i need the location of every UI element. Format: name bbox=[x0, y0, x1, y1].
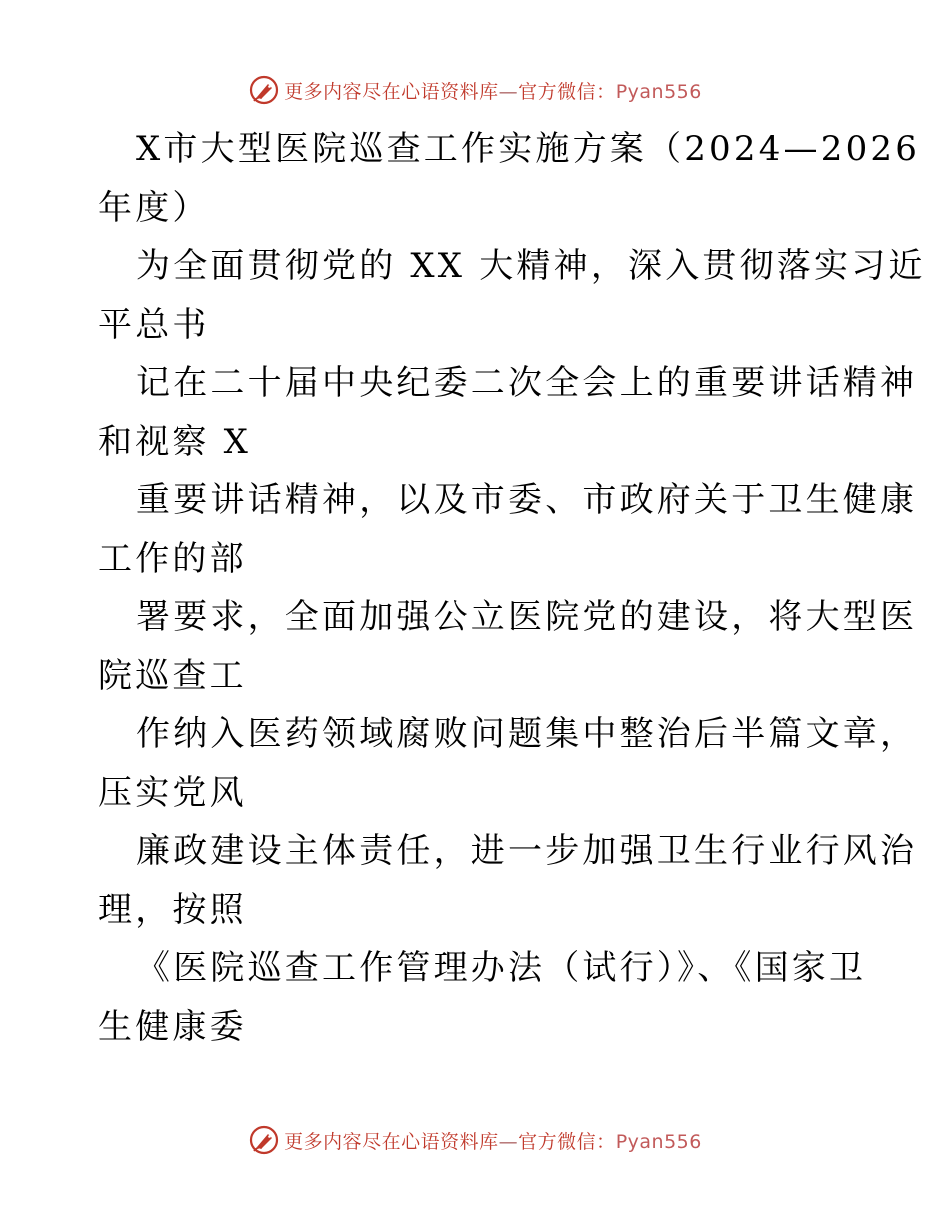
document-line: 理，按照 bbox=[98, 889, 247, 930]
promo-library-text: 更多内容尽在心语资料库 bbox=[284, 80, 499, 103]
document-line: 平总书 bbox=[98, 304, 210, 345]
document-line: 重要讲话精神，以及市委、市政府关于卫生健康 bbox=[136, 480, 918, 520]
promo-wechat-handle: Pyan556 bbox=[615, 1130, 702, 1153]
document-line: 生健康委 bbox=[98, 1006, 247, 1047]
pen-nib-logo-icon bbox=[248, 74, 280, 106]
promo-text bbox=[284, 77, 702, 104]
header-banner bbox=[0, 70, 950, 110]
promo-separator: — bbox=[498, 1130, 519, 1153]
promo-wechat-handle: Pyan556 bbox=[615, 80, 702, 103]
promo-separator: — bbox=[498, 80, 519, 103]
promo-library-text: 更多内容尽在心语资料库 bbox=[284, 1130, 499, 1153]
footer-banner bbox=[0, 1120, 950, 1160]
document-line: 年度） bbox=[98, 187, 210, 228]
document-line: 院巡查工 bbox=[98, 655, 247, 696]
document-line: 工作的部 bbox=[98, 538, 247, 579]
document-line: 记在二十届中央纪委二次全会上的重要讲话精神 bbox=[136, 363, 918, 403]
pen-nib-logo-icon bbox=[248, 1124, 280, 1156]
document-line: 压实党风 bbox=[98, 772, 247, 813]
document-body bbox=[98, 120, 926, 1056]
promo-wechat-label: 官方微信： bbox=[518, 1130, 616, 1153]
document-line: 署要求，全面加强公立医院党的建设，将大型医 bbox=[136, 597, 918, 637]
promo-wechat-label: 官方微信： bbox=[518, 80, 616, 103]
document-line: 作纳入医药领域腐败问题集中整治后半篇文章， bbox=[136, 714, 918, 754]
document-line: 和视察 X bbox=[98, 421, 252, 462]
document-line: 廉政建设主体责任，进一步加强卫生行业行风治 bbox=[136, 831, 918, 871]
document-line: 为全面贯彻党的 XX 大精神，深入贯彻落实习近 bbox=[136, 246, 926, 286]
document-line: 《医院巡查工作管理办法（试行）》、《国家卫 bbox=[136, 948, 867, 988]
document-line: X市大型医院巡查工作实施方案（2024—2026 bbox=[136, 129, 921, 169]
promo-text bbox=[284, 1127, 702, 1154]
